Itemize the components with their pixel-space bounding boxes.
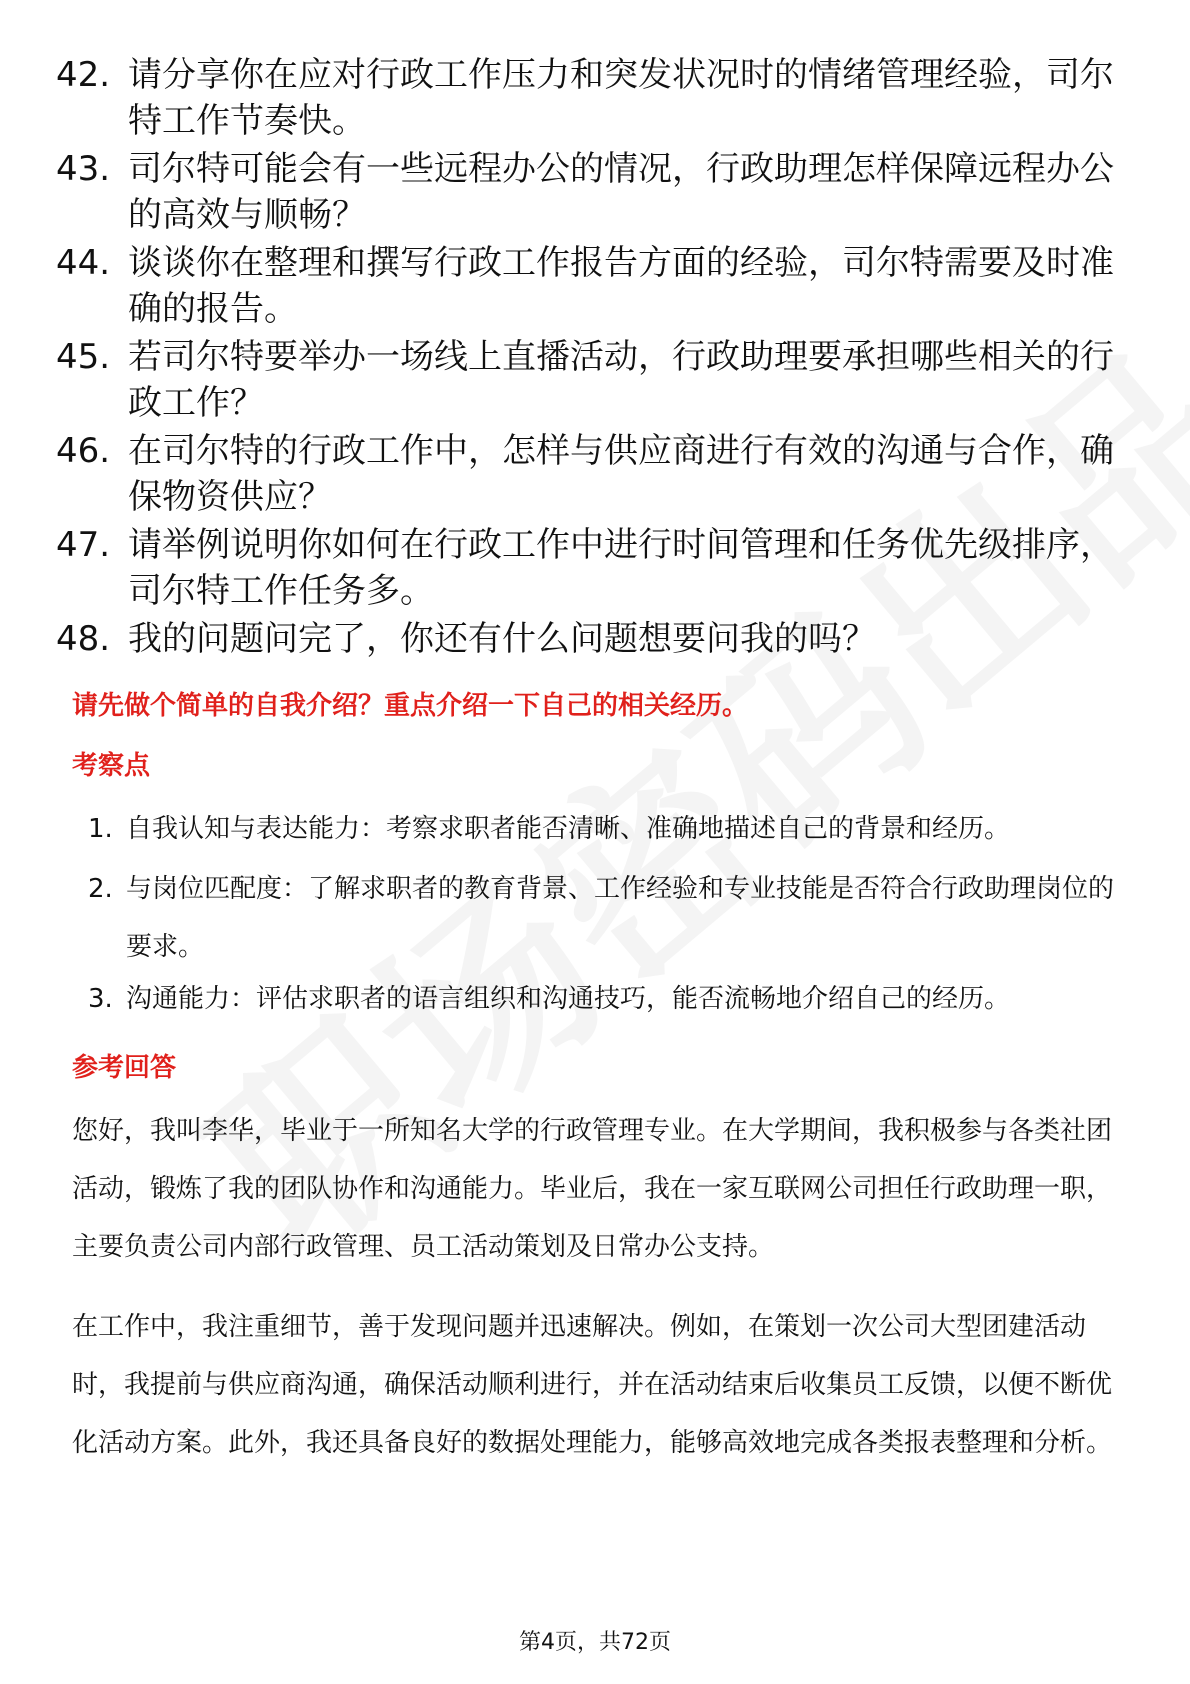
answer-paragraph: 在工作中，我注重细节，善于发现问题并迅速解决。例如，在策划一次公司大型团建活动时，我提前与供应商沟通，确保活动顺利进行，并在活动结束后收集员工反馈，以便不断优化活动方案。此外，我还具备良好的数据处理能力，能够高效地完成各类报表整理和分析。 <box>72 1312 1113 1458</box>
question-text: 请举例说明你如何在行政工作中进行时间管理和任务优先级排序，司尔特工作任务多。 <box>128 525 1114 611</box>
list-item-text: 与岗位匹配度：了解求职者的教育背景、工作经验和专业技能是否符合行政助理岗位的要求。 <box>126 874 1115 962</box>
reference-answer-label: 参考回答 <box>72 1053 177 1083</box>
list-item-number: 2. <box>88 874 113 904</box>
question-text: 请分享你在应对行政工作压力和突发状况时的情绪管理经验，司尔特工作节奏快。 <box>128 55 1114 141</box>
question-text: 司尔特可能会有一些远程办公的情况，行政助理怎样保障远程办公的高效与顺畅？ <box>128 149 1114 235</box>
question-text: 若司尔特要举办一场线上直播活动，行政助理要承担哪些相关的行政工作？ <box>128 337 1114 423</box>
question-text: 谈谈你在整理和撰写行政工作报告方面的经验，司尔特需要及时准确的报告。 <box>128 243 1114 329</box>
question-number: 47. <box>56 525 111 565</box>
question-number: 42. <box>56 55 111 95</box>
question-number: 43. <box>56 149 111 189</box>
question-number: 48. <box>56 619 111 659</box>
question-number: 45. <box>56 337 111 377</box>
answer-question-heading: 请先做个简单的自我介绍？重点介绍一下自己的相关经历。 <box>72 691 749 721</box>
question-text: 在司尔特的行政工作中，怎样与供应商进行有效的沟通与合作，确保物资供应？ <box>128 431 1114 517</box>
question-text: 我的问题问完了，你还有什么问题想要问我的吗？ <box>128 619 876 659</box>
question-number: 46. <box>56 431 111 471</box>
page-footer: 第4页，共72页 <box>519 1630 671 1655</box>
question-number: 44. <box>56 243 111 283</box>
points-label: 考察点 <box>72 751 151 781</box>
list-item-text: 自我认知与表达能力：考察求职者能否清晰、准确地描述自己的背景和经历。 <box>126 814 1011 844</box>
answer-paragraph: 您好，我叫李华，毕业于一所知名大学的行政管理专业。在大学期间，我积极参与各类社团活动，锻炼了我的团队协作和沟通能力。毕业后，我在一家互联网公司担任行政助理一职，主要负责公司内部行政管理、员工活动策划及日常办公支持。 <box>72 1116 1113 1262</box>
list-item-number: 3. <box>88 984 113 1014</box>
list-item-number: 1. <box>88 814 113 844</box>
list-item-text: 沟通能力：评估求职者的语言组织和沟通技巧，能否流畅地介绍自己的经历。 <box>126 984 1011 1014</box>
